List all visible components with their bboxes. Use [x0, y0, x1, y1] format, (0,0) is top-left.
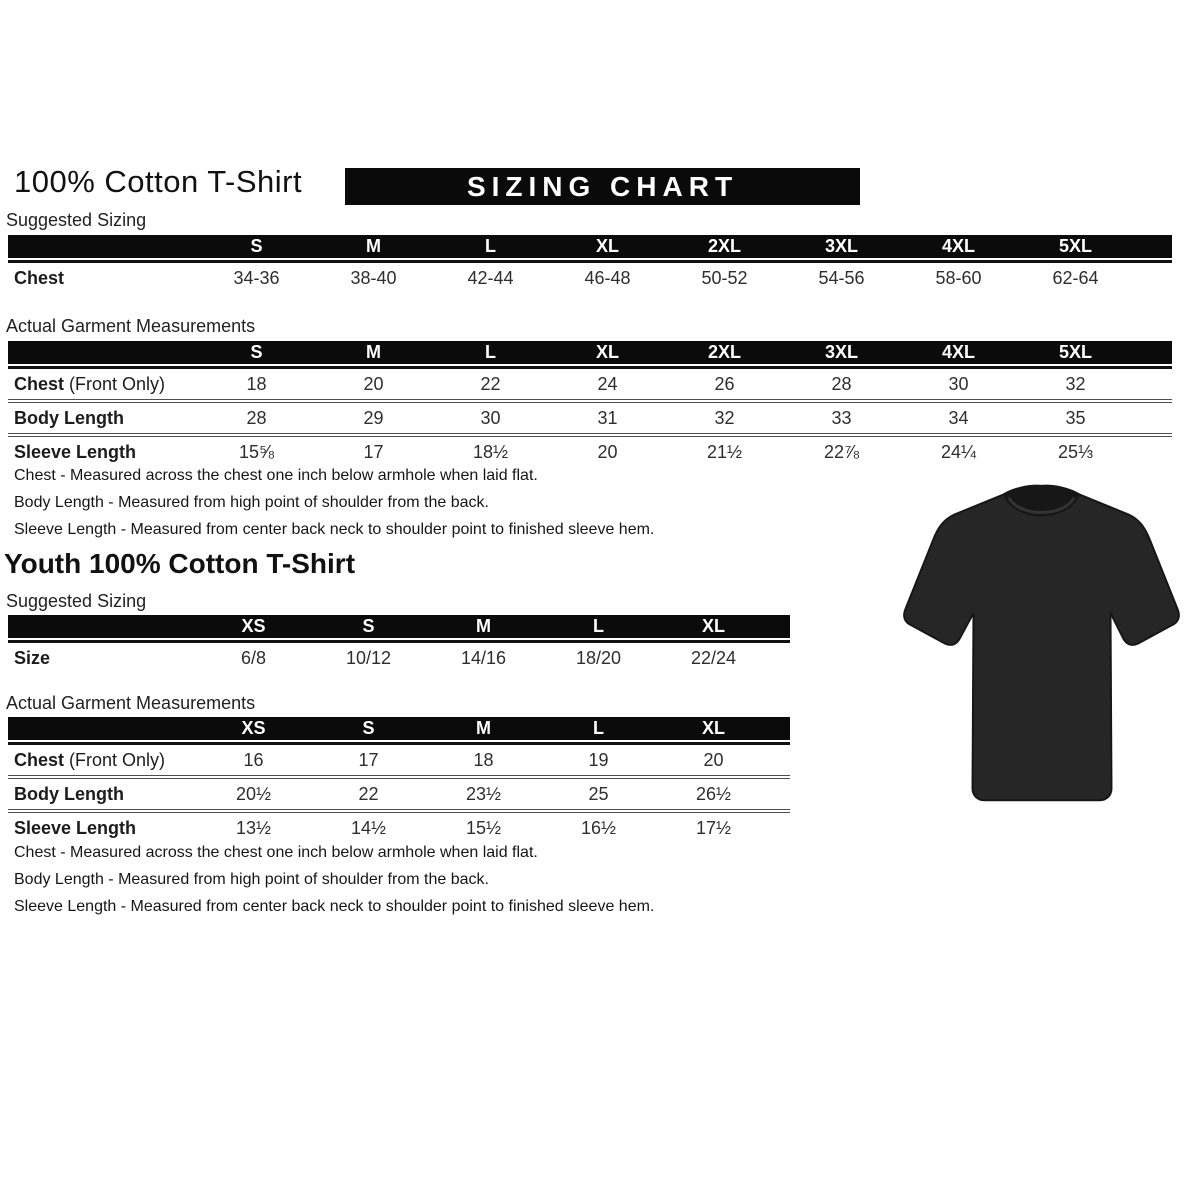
size-col-header: L [541, 615, 656, 638]
tshirt-image [893, 474, 1190, 819]
measurement-cell: 21½ [706, 441, 743, 462]
size-col-header: 3XL [783, 235, 900, 258]
measurement-cell: 34 [948, 407, 969, 428]
size-col-header: 5XL [1017, 341, 1134, 364]
measurement-cell: 34-36 [233, 267, 280, 288]
header-row [8, 235, 1172, 258]
note-line: Chest - Measured across the chest one inch below armhole when laid flat. [14, 467, 538, 484]
note-line: Chest - Measured across the chest one inch below armhole when laid flat. [14, 844, 538, 861]
header-row [8, 615, 790, 638]
row-label: Body Length [14, 407, 124, 428]
header-spacer [1134, 341, 1172, 364]
sizing-chart-banner: SIZING CHART [345, 168, 860, 205]
corner-cell [8, 717, 196, 740]
row-spacer [1134, 369, 1172, 401]
table-row [8, 777, 790, 811]
measurement-cell: 17½ [695, 817, 732, 838]
adult-suggested-label: Suggested Sizing [6, 210, 147, 230]
measurement-cell: 28 [831, 373, 852, 394]
measurement-cell: 31 [597, 407, 618, 428]
measurement-cell: 26 [714, 373, 735, 394]
measurement-cell: 58-60 [935, 267, 982, 288]
size-col-header: XS [196, 615, 311, 638]
header-row [8, 717, 790, 740]
table-row [8, 369, 1172, 401]
row-spacer [771, 643, 790, 673]
note-line: Sleeve Length - Measured from center back neck to shoulder point to finished sleeve hem. [14, 521, 655, 538]
adult-actual-table [8, 341, 1172, 467]
black-tshirt-icon [893, 474, 1190, 819]
measurement-cell: 13½ [235, 817, 272, 838]
row-spacer [1134, 263, 1172, 293]
youth-suggested-label: Suggested Sizing [6, 591, 147, 611]
row-label: Sleeve Length [14, 817, 137, 838]
measurement-cell: 28 [246, 407, 267, 428]
measurement-cell: 17 [363, 441, 384, 462]
row-label: Body Length [14, 783, 124, 804]
size-col-header: M [315, 341, 432, 364]
measurement-cell: 18½ [472, 441, 509, 462]
measurement-cell: 30 [948, 373, 969, 394]
size-col-header: S [198, 341, 315, 364]
measurement-cell: 15⅝ [238, 441, 275, 462]
measurement-cell: 14½ [350, 817, 387, 838]
note-line: Body Length - Measured from high point of shoulder from the back. [14, 494, 489, 511]
page-title: 100% Cotton T-Shirt [14, 164, 303, 199]
measurement-cell: 18 [473, 749, 494, 770]
measurement-cell: 17 [358, 749, 379, 770]
adult-measurement-notes [14, 462, 654, 543]
size-col-header: XL [549, 235, 666, 258]
header-row [8, 341, 1172, 364]
table-row [8, 643, 790, 673]
measurement-cell: 33 [831, 407, 852, 428]
measurement-cell: 54-56 [818, 267, 865, 288]
table-row [8, 401, 1172, 435]
size-col-header: M [426, 717, 541, 740]
measurement-cell: 16 [243, 749, 264, 770]
adult-suggested-table [8, 235, 1172, 293]
header-spacer [1134, 235, 1172, 258]
measurement-cell: 16½ [580, 817, 617, 838]
size-col-header: 4XL [900, 235, 1017, 258]
row-spacer [771, 745, 790, 777]
measurement-cell: 32 [1065, 373, 1086, 394]
adult-actual-label: Actual Garment Measurements [6, 316, 256, 336]
measurement-cell: 26½ [695, 783, 732, 804]
size-col-header: M [426, 615, 541, 638]
measurement-cell: 32 [714, 407, 735, 428]
table-row [8, 263, 1172, 293]
size-col-header: 3XL [783, 341, 900, 364]
size-col-header: S [198, 235, 315, 258]
corner-cell [8, 235, 198, 258]
measurement-cell: 20 [363, 373, 384, 394]
size-col-header: XS [196, 717, 311, 740]
size-col-header: S [311, 717, 426, 740]
size-col-header: L [432, 341, 549, 364]
measurement-cell: 30 [480, 407, 501, 428]
measurement-cell: 35 [1065, 407, 1086, 428]
measurement-cell: 20½ [235, 783, 272, 804]
measurement-cell: 19 [588, 749, 609, 770]
youth-section-title: Youth 100% Cotton T-Shirt [4, 548, 356, 579]
measurement-cell: 50-52 [701, 267, 748, 288]
header-spacer [771, 717, 790, 740]
size-col-header: XL [549, 341, 666, 364]
measurement-cell: 25 [588, 783, 609, 804]
corner-cell [8, 615, 196, 638]
row-spacer [1134, 401, 1172, 435]
size-col-header: XL [656, 615, 771, 638]
row-label: Chest (Front Only) [14, 373, 166, 394]
measurement-cell: 22 [358, 783, 379, 804]
size-col-header: 2XL [666, 235, 783, 258]
row-label: Chest (Front Only) [14, 749, 166, 770]
row-spacer [771, 811, 790, 843]
size-col-header: 4XL [900, 341, 1017, 364]
measurement-cell: 20 [597, 441, 618, 462]
size-col-header: 2XL [666, 341, 783, 364]
measurement-cell: 22/24 [690, 647, 737, 668]
measurement-cell: 22 [480, 373, 501, 394]
note-line: Body Length - Measured from high point of shoulder from the back. [14, 871, 489, 888]
measurement-cell: 42-44 [467, 267, 514, 288]
table-row [8, 745, 790, 777]
row-label: Size [14, 647, 51, 668]
youth-actual-table [8, 717, 790, 843]
row-spacer [1134, 435, 1172, 467]
measurement-cell: 25⅓ [1057, 441, 1094, 462]
header-spacer [771, 615, 790, 638]
measurement-cell: 22⅞ [823, 441, 860, 462]
measurement-cell: 38-40 [350, 267, 397, 288]
measurement-cell: 62-64 [1052, 267, 1099, 288]
measurement-cell: 6/8 [240, 647, 267, 668]
size-col-header: XL [656, 717, 771, 740]
size-col-header: M [315, 235, 432, 258]
youth-measurement-notes [14, 839, 654, 920]
size-col-header: S [311, 615, 426, 638]
measurement-cell: 18/20 [575, 647, 622, 668]
note-line: Sleeve Length - Measured from center back neck to shoulder point to finished sleeve hem. [14, 898, 655, 915]
row-label: Chest [14, 267, 65, 288]
measurement-cell: 18 [246, 373, 267, 394]
measurement-cell: 10/12 [345, 647, 392, 668]
corner-cell [8, 341, 198, 364]
youth-actual-label: Actual Garment Measurements [6, 693, 256, 713]
row-spacer [771, 777, 790, 811]
size-col-header: L [541, 717, 656, 740]
measurement-cell: 20 [703, 749, 724, 770]
size-col-header: 5XL [1017, 235, 1134, 258]
measurement-cell: 46-48 [584, 267, 631, 288]
youth-suggested-table [8, 615, 790, 673]
measurement-cell: 14/16 [460, 647, 507, 668]
measurement-cell: 15½ [465, 817, 502, 838]
measurement-cell: 24 [597, 373, 618, 394]
measurement-cell: 29 [363, 407, 384, 428]
measurement-cell: 23½ [465, 783, 502, 804]
measurement-cell: 24¼ [940, 441, 977, 462]
size-col-header: L [432, 235, 549, 258]
row-label: Sleeve Length [14, 441, 137, 462]
